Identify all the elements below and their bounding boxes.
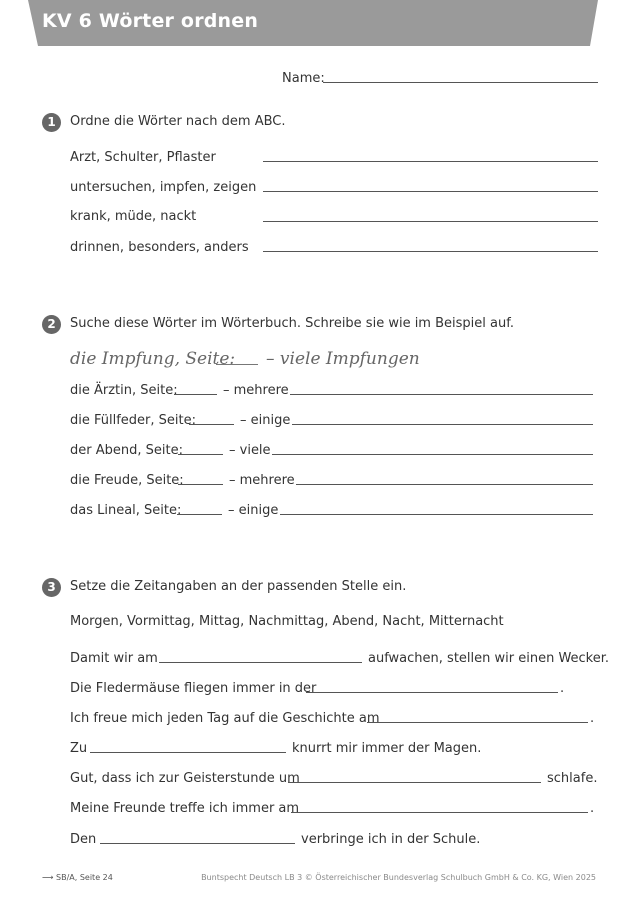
task-2-row-3-quantifier: – viele bbox=[229, 443, 271, 458]
task-1-row-2-words: untersuchen, impfen, zeigen bbox=[70, 180, 257, 195]
task-3-sentence-3-blank[interactable] bbox=[367, 722, 588, 723]
task-3-sentence-2-start: Die Fledermäuse fliegen immer in der bbox=[70, 681, 317, 696]
footer-copyright: Buntspecht Deutsch LB 3 © Österreichischer Bundesverlag Schulbuch GmbH & Co. KG, Wien 2025 bbox=[201, 873, 596, 882]
task-3-sentence-1-end: aufwachen, stellen wir einen Wecker. bbox=[368, 651, 610, 666]
task-3-sentence-5-blank[interactable] bbox=[288, 782, 541, 783]
task-1-number-badge: 1 bbox=[42, 113, 61, 132]
task-3-sentence-4-start: Zu bbox=[70, 741, 88, 756]
task-3-sentence-3-start: Ich freue mich jeden Tag auf die Geschichte am bbox=[70, 711, 380, 726]
task-3-sentence-6-end: . bbox=[590, 801, 595, 816]
task-3-sentence-3-end: . bbox=[590, 711, 595, 726]
task-3-sentence-2-blank[interactable] bbox=[306, 692, 558, 693]
footer-page-reference: ⟶ SB/A, Seite 24 bbox=[42, 873, 113, 882]
task-2-row-4-quantifier: – mehrere bbox=[229, 473, 295, 488]
task-3-sentence-6-start: Meine Freunde treffe ich immer am bbox=[70, 801, 300, 816]
page-title: KV 6 Wörter ordnen bbox=[42, 10, 259, 32]
task-2-row-2-page-line[interactable] bbox=[189, 424, 234, 425]
task-2-row-3-word: der Abend, Seite: bbox=[70, 443, 183, 458]
header-banner bbox=[0, 0, 640, 48]
name-label: Name: bbox=[282, 71, 325, 86]
example-script-part-1: die Impfung, Seite: bbox=[70, 349, 236, 369]
task-3-sentence-7-start: Den bbox=[70, 832, 97, 847]
task-2-row-4-page-line[interactable] bbox=[178, 484, 223, 485]
task-3-word-bank: Morgen, Vormittag, Mittag, Nachmittag, Abend, Nacht, Mitternacht bbox=[70, 614, 504, 629]
task-2-row-1-word: die Ärztin, Seite: bbox=[70, 383, 178, 398]
task-3-number-badge: 3 bbox=[42, 578, 61, 597]
task-2-row-5-plural-line[interactable] bbox=[280, 514, 593, 515]
task-1-instruction: Ordne die Wörter nach dem ABC. bbox=[70, 114, 286, 129]
task-3-sentence-1-blank[interactable] bbox=[159, 662, 362, 663]
task-2-row-3-plural-line[interactable] bbox=[272, 454, 593, 455]
task-2-row-2-quantifier: – einige bbox=[240, 413, 291, 428]
task-1-row-1-answer-line[interactable] bbox=[263, 161, 598, 162]
task-2-row-1-plural-line[interactable] bbox=[290, 394, 593, 395]
task-2-number-badge: 2 bbox=[42, 315, 61, 334]
task-2-row-4-plural-line[interactable] bbox=[296, 484, 593, 485]
task-2-row-5-quantifier: – einige bbox=[228, 503, 279, 518]
task-2-row-1-quantifier: – mehrere bbox=[223, 383, 289, 398]
task-2-instruction: Suche diese Wörter im Wörterbuch. Schreibe sie wie im Beispiel auf. bbox=[70, 316, 514, 331]
task-2-row-4-word: die Freude, Seite: bbox=[70, 473, 184, 488]
task-3-sentence-5-start: Gut, dass ich zur Geisterstunde um bbox=[70, 771, 300, 786]
task-3-sentence-5-end: schlafe. bbox=[547, 771, 598, 786]
task-1-row-2-answer-line[interactable] bbox=[263, 191, 598, 192]
task-3-sentence-1-start: Damit wir am bbox=[70, 651, 158, 666]
task-3-sentence-6-blank[interactable] bbox=[291, 812, 588, 813]
example-script-part-2: – viele Impfungen bbox=[266, 349, 420, 369]
example-page-line bbox=[216, 364, 258, 365]
task-3-sentence-2-end: . bbox=[560, 681, 565, 696]
task-1-row-4-words: drinnen, besonders, anders bbox=[70, 240, 249, 255]
task-2-row-3-page-line[interactable] bbox=[178, 454, 223, 455]
task-3-sentence-4-end: knurrt mir immer der Magen. bbox=[292, 741, 482, 756]
task-3-sentence-7-blank[interactable] bbox=[100, 843, 295, 844]
task-2-row-2-word: die Füllfeder, Seite: bbox=[70, 413, 196, 428]
task-3-sentence-7-end: verbringe ich in der Schule. bbox=[301, 832, 481, 847]
task-3-instruction: Setze die Zeitangaben an der passenden Stelle ein. bbox=[70, 579, 407, 594]
name-input-line[interactable] bbox=[323, 82, 598, 83]
task-2-row-1-page-line[interactable] bbox=[174, 394, 217, 395]
task-1-row-1-words: Arzt, Schulter, Pflaster bbox=[70, 150, 216, 165]
task-2-row-2-plural-line[interactable] bbox=[292, 424, 593, 425]
task-1-row-3-words: krank, müde, nackt bbox=[70, 209, 197, 224]
task-3-sentence-4-blank[interactable] bbox=[90, 752, 286, 753]
task-1-row-4-answer-line[interactable] bbox=[263, 251, 598, 252]
task-2-row-5-word: das Lineal, Seite: bbox=[70, 503, 182, 518]
task-1-row-3-answer-line[interactable] bbox=[263, 221, 598, 222]
task-2-row-5-page-line[interactable] bbox=[177, 514, 222, 515]
